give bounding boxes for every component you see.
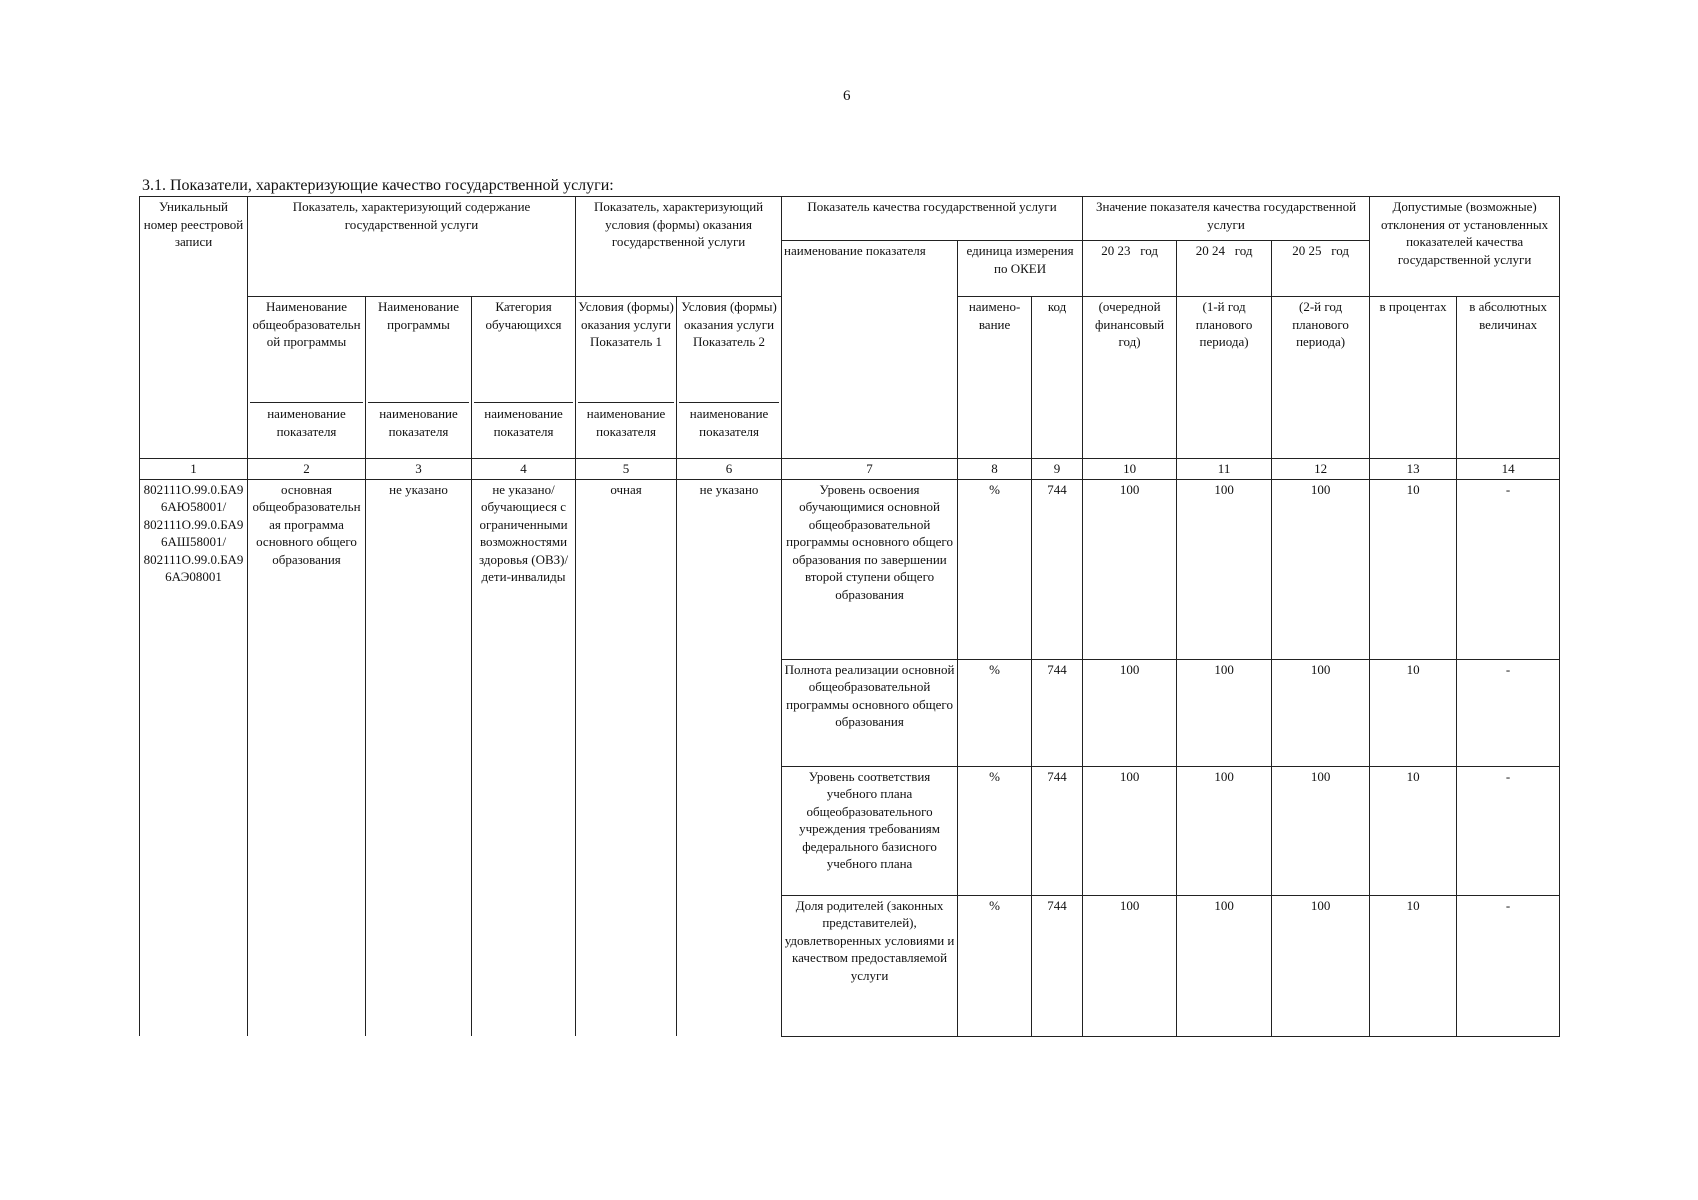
page-number: 6 bbox=[843, 88, 851, 104]
col-number: 1 bbox=[140, 459, 248, 480]
indicator-dev-percent: 10 bbox=[1370, 895, 1457, 1036]
table-row bbox=[140, 479, 1560, 659]
indicator-dev-absolute: - bbox=[1457, 659, 1560, 766]
col-number: 12 bbox=[1272, 459, 1370, 480]
header-sub-condition-2: Условия (формы) оказания услуги Показатель 2 наименование показателя bbox=[677, 297, 782, 459]
header-year-1-sub: (очередной финансовый год) bbox=[1083, 297, 1177, 459]
indicator-value-1: 100 bbox=[1083, 895, 1177, 1036]
indicator-name: Уровень соответствия учебного плана общеобразовательного учреждения требованиям федерального базисного учебного плана bbox=[782, 766, 958, 895]
col-number: 11 bbox=[1177, 459, 1272, 480]
indicator-code: 744 bbox=[1032, 659, 1083, 766]
indicator-value-2: 100 bbox=[1177, 766, 1272, 895]
indicator-value-1: 100 bbox=[1083, 659, 1177, 766]
indicator-code: 744 bbox=[1032, 895, 1083, 1036]
header-sub-condition-1: Условия (формы) оказания услуги Показатель 1 наименование показателя bbox=[576, 297, 677, 459]
header-indicator-name: наименование показателя bbox=[782, 241, 958, 459]
column-numbers-row bbox=[140, 459, 1560, 480]
header-dev-percent: в процентах bbox=[1370, 297, 1457, 459]
indicator-dev-percent: 10 bbox=[1370, 659, 1457, 766]
header-unit-okei: единица измерения по ОКЕИ bbox=[958, 241, 1083, 297]
indicator-value-2: 100 bbox=[1177, 479, 1272, 659]
col-number: 13 bbox=[1370, 459, 1457, 480]
indicator-dev-absolute: - bbox=[1457, 766, 1560, 895]
header-quality-group: Показатель качества государственной услуги bbox=[782, 197, 1083, 241]
program-name: не указано bbox=[366, 479, 472, 1036]
header-unit-code: код bbox=[1032, 297, 1083, 459]
header-dev-absolute: в абсолютных величинах bbox=[1457, 297, 1560, 459]
indicator-dev-percent: 10 bbox=[1370, 766, 1457, 895]
indicator-unit: % bbox=[958, 479, 1032, 659]
col-number: 14 bbox=[1457, 459, 1560, 480]
indicator-name: Уровень освоения обучающимися основной общеобразовательной программы основного общего образования по завершении второй ступени общего образования bbox=[782, 479, 958, 659]
col-number: 5 bbox=[576, 459, 677, 480]
indicator-unit: % bbox=[958, 895, 1032, 1036]
condition-1: очная bbox=[576, 479, 677, 1036]
registry-code: 802111О.99.0.БА96АЮ58001/ 802111О.99.0.БА96АШ58001/ 802111О.99.0.БА96АЭ08001 bbox=[140, 479, 248, 1036]
col-number: 10 bbox=[1083, 459, 1177, 480]
condition-2: не указано bbox=[677, 479, 782, 1036]
indicator-unit: % bbox=[958, 766, 1032, 895]
col-number: 9 bbox=[1032, 459, 1083, 480]
header-year-3: 20 25 год bbox=[1272, 241, 1370, 297]
header-registry-number: Уникальный номер реестровой записи bbox=[140, 197, 248, 459]
indicator-value-2: 100 bbox=[1177, 659, 1272, 766]
header-year-3-sub: (2-й год планового периода) bbox=[1272, 297, 1370, 459]
indicator-value-3: 100 bbox=[1272, 659, 1370, 766]
indicator-value-3: 100 bbox=[1272, 766, 1370, 895]
indicator-unit: % bbox=[958, 659, 1032, 766]
header-year-2: 20 24 год bbox=[1177, 241, 1272, 297]
indicator-code: 744 bbox=[1032, 766, 1083, 895]
indicator-code: 744 bbox=[1032, 479, 1083, 659]
header-deviation-group: Допустимые (возможные) отклонения от установленных показателей качества государственной услуги bbox=[1370, 197, 1560, 297]
indicator-value-3: 100 bbox=[1272, 479, 1370, 659]
indicator-value-1: 100 bbox=[1083, 766, 1177, 895]
indicator-name: Доля родителей (законных представителей), удовлетворенных условиями и качеством предоставляемой услуги bbox=[782, 895, 958, 1036]
header-content-group: Показатель, характеризующий содержание государственной услуги bbox=[248, 197, 576, 297]
col-number: 7 bbox=[782, 459, 958, 480]
indicator-value-3: 100 bbox=[1272, 895, 1370, 1036]
header-value-group: Значение показателя качества государственной услуги bbox=[1083, 197, 1370, 241]
header-year-1: 20 23 год bbox=[1083, 241, 1177, 297]
col-number: 3 bbox=[366, 459, 472, 480]
header-year-2-sub: (1-й год планового периода) bbox=[1177, 297, 1272, 459]
col-number: 4 bbox=[472, 459, 576, 480]
indicator-dev-absolute: - bbox=[1457, 895, 1560, 1036]
header-row-1 bbox=[140, 197, 1560, 241]
indicator-dev-percent: 10 bbox=[1370, 479, 1457, 659]
col-number: 8 bbox=[958, 459, 1032, 480]
indicator-name: Полнота реализации основной общеобразовательной программы основного общего образования bbox=[782, 659, 958, 766]
indicator-dev-absolute: - bbox=[1457, 479, 1560, 659]
indicator-value-1: 100 bbox=[1083, 479, 1177, 659]
quality-indicators-table bbox=[139, 196, 1560, 1037]
col-number: 6 bbox=[677, 459, 782, 480]
header-conditions-group: Показатель, характеризующий условия (формы) оказания государственной услуги bbox=[576, 197, 782, 297]
header-unit-name: наимено-вание bbox=[958, 297, 1032, 459]
category: не указано/ обучающиеся с ограниченными возможностями здоровья (ОВЗ)/ дети-инвалиды bbox=[472, 479, 576, 1036]
program: основная общеобразовательная программа основного общего образования bbox=[248, 479, 366, 1036]
header-sub-program: Наименование общеобразовательной программы наименование показателя bbox=[248, 297, 366, 459]
header-sub-program-name: Наименование программы наименование показателя bbox=[366, 297, 472, 459]
col-number: 2 bbox=[248, 459, 366, 480]
header-sub-category: Категория обучающихся наименование показателя bbox=[472, 297, 576, 459]
indicator-value-2: 100 bbox=[1177, 895, 1272, 1036]
section-title: 3.1. Показатели, характеризующие качество государственной услуги: bbox=[142, 177, 614, 194]
